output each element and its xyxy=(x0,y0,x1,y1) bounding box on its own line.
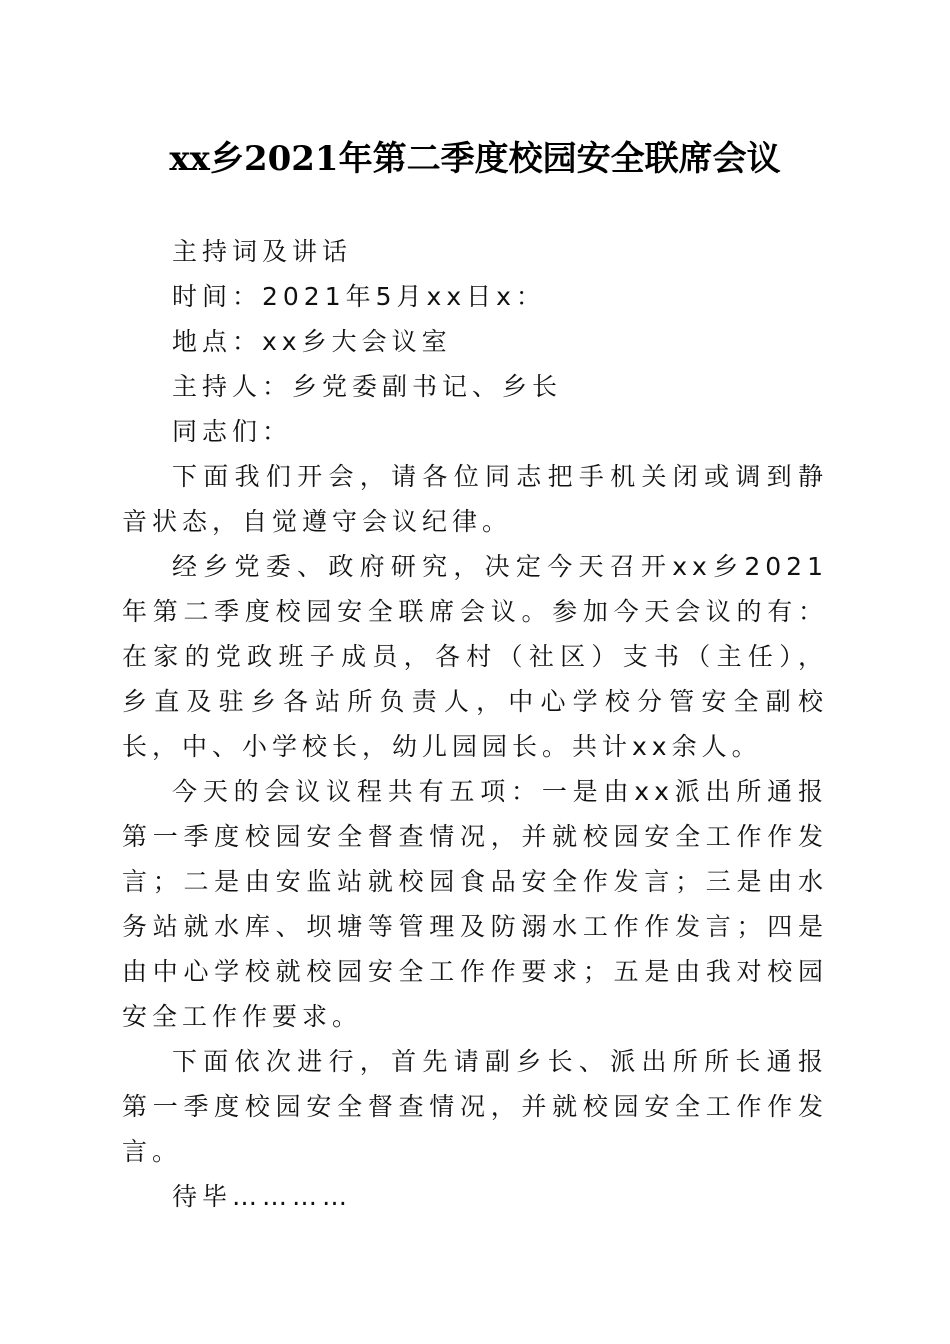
paragraph-closing: 待毕………… xyxy=(172,1182,353,1211)
paragraph-location: 地点：xx乡大会议室 xyxy=(172,327,452,356)
paragraph-opening: 下面我们开会，请各位同志把手机关闭或调到静音状态，自觉遵守会议纪律。 xyxy=(122,462,828,536)
paragraph-greeting: 同志们： xyxy=(172,417,293,446)
paragraph-time: 时间：2021年5月xx日x： xyxy=(172,282,546,311)
paragraph-proceed: 下面依次进行，首先请副乡长、派出所所长通报第一季度校园安全督查情况，并就校园安全工作作发言。 xyxy=(122,1047,828,1166)
paragraph-attendees: 经乡党委、政府研究，决定今天召开xx乡2021年第二季度校园安全联席会议。参加今天会议的有：在家的党政班子成员，各村（社区）支书（主任），乡直及驻乡各站所负责人，中心学校分管安全副校长，中、小学校长，幼儿园园长。共计xx余人。 xyxy=(122,552,828,761)
paragraph-host: 主持人：乡党委副书记、乡长 xyxy=(172,372,563,401)
paragraph-subtitle: 主持词及讲话 xyxy=(172,237,353,266)
document-body xyxy=(122,229,828,1219)
document-title: xx乡2021年第二季度校园安全联席会议 xyxy=(169,139,781,179)
paragraph-agenda: 今天的会议议程共有五项：一是由xx派出所通报第一季度校园安全督查情况，并就校园安全工作作发言；二是由安监站就校园食品安全作发言；三是由水务站就水库、坝塘等管理及防溺水工作作发言；四是由中心学校就校园安全工作作要求；五是由我对校园安全工作作要求。 xyxy=(122,777,828,1031)
